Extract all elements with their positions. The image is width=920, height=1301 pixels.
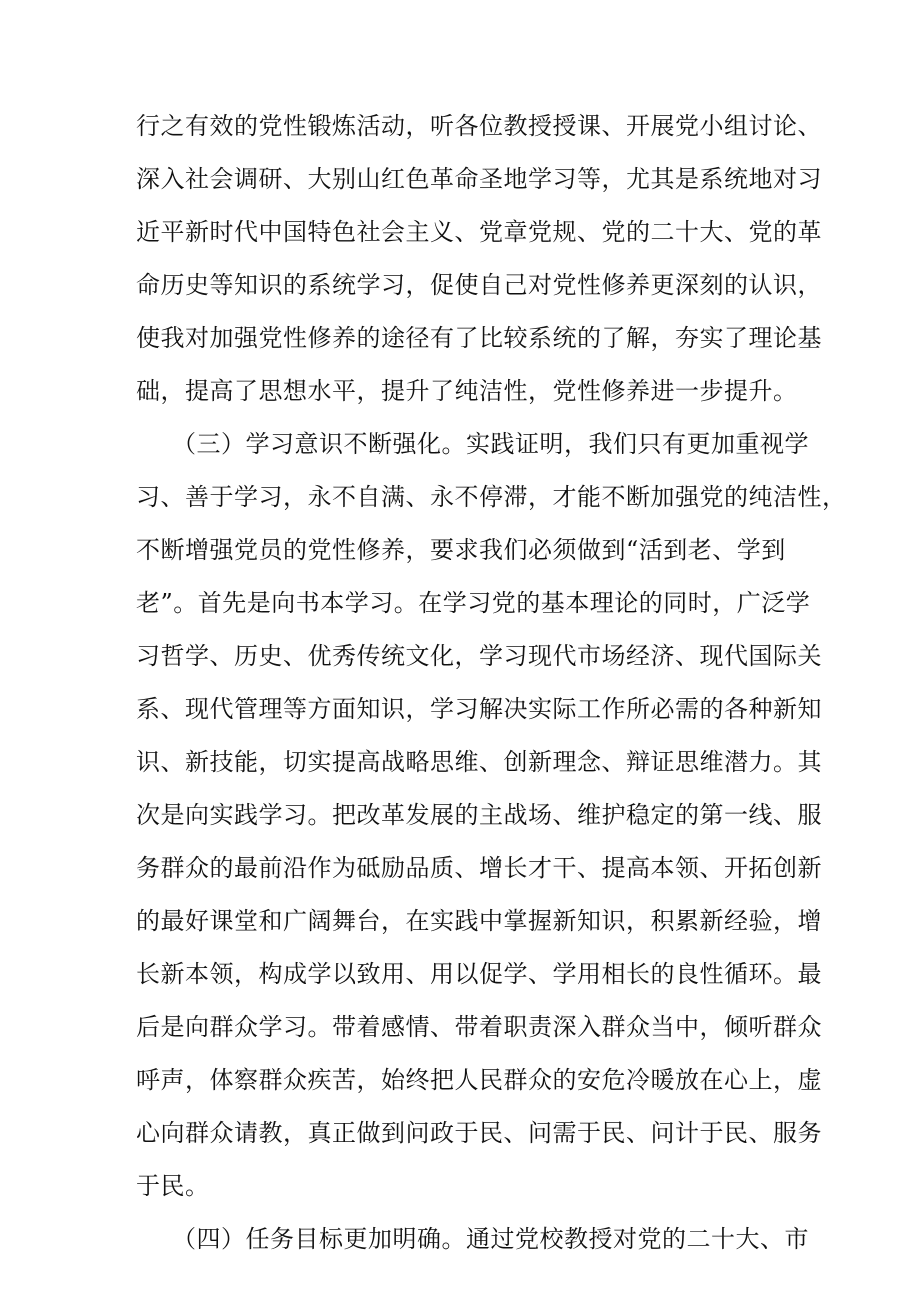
text-line: 心向群众请教，真正做到问政于民、问需于民、问计于民、服务 bbox=[136, 1119, 822, 1147]
text-line: 习、善于学习，永不自满、永不停滞，才能不断加强党的纯洁性， bbox=[136, 483, 847, 511]
text-line: 后是向群众学习。带着感情、带着职责深入群众当中，倾听群众 bbox=[136, 1013, 822, 1041]
text-line: 使我对加强党性修养的途径有了比较系统的了解，夯实了理论基 bbox=[136, 324, 822, 352]
text-line: 务群众的最前沿作为砥励品质、增长才干、提高本领、开拓创新 bbox=[136, 854, 822, 882]
text-line: 深入社会调研、大别山红色革命圣地学习等，尤其是系统地对习 bbox=[136, 165, 822, 193]
text-line: 次是向实践学习。把改革发展的主战场、维护稳定的第一线、服 bbox=[136, 801, 822, 829]
text-line: 命历史等知识的系统学习，促使自己对党性修养更深刻的认识， bbox=[136, 271, 822, 299]
section-heading-line: （三）学习意识不断强化。实践证明，我们只有更加重视学 bbox=[172, 430, 809, 458]
text-line: 长新本领，构成学以致用、用以促学、学用相长的良性循环。最 bbox=[136, 960, 822, 988]
text-line: 近平新时代中国特色社会主义、党章党规、党的二十大、党的革 bbox=[136, 218, 822, 246]
section-heading-line: （四）任务目标更加明确。通过党校教授对党的二十大、市 bbox=[172, 1225, 809, 1253]
text-line: 行之有效的党性锻炼活动，听各位教授授课、开展党小组讨论、 bbox=[136, 112, 822, 140]
text-line: 于民。 bbox=[136, 1172, 210, 1200]
text-line: 呼声，体察群众疾苦，始终把人民群众的安危冷暖放在心上，虚 bbox=[136, 1066, 822, 1094]
text-line: 老”。首先是向书本学习。在学习党的基本理论的同时，广泛学 bbox=[136, 589, 811, 617]
text-line: 础，提高了思想水平，提升了纯洁性，党性修养进一步提升。 bbox=[136, 377, 798, 405]
text-line: 系、现代管理等方面知识，学习解决实际工作所必需的各种新知 bbox=[136, 695, 822, 723]
text-line: 的最好课堂和广阔舞台，在实践中掌握新知识，积累新经验，增 bbox=[136, 907, 822, 935]
text-line: 识、新技能，切实提高战略思维、创新理念、辩证思维潜力。其 bbox=[136, 748, 822, 776]
text-line: 习哲学、历史、优秀传统文化，学习现代市场经济、现代国际关 bbox=[136, 642, 822, 670]
text-line: 不断增强党员的党性修养，要求我们必须做到“活到老、学到 bbox=[136, 536, 786, 564]
